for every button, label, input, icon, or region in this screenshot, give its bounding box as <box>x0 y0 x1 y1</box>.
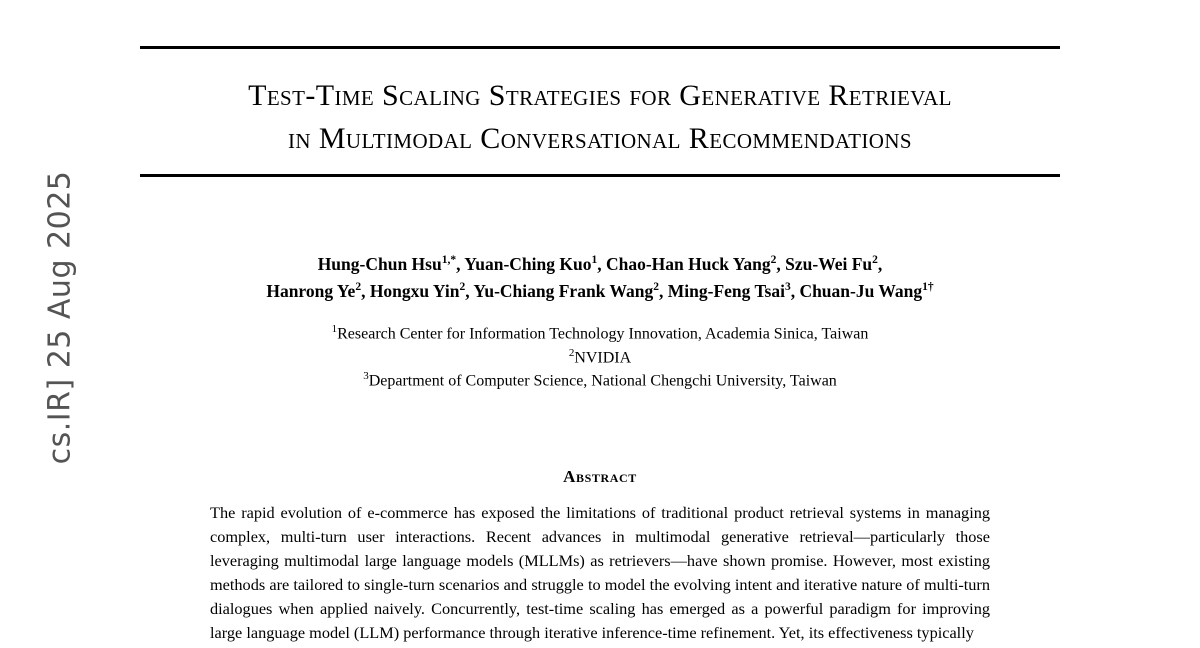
author-name: Chuan-Ju Wang <box>799 281 923 302</box>
paper-page <box>140 0 1060 648</box>
author-name: Yu-Chiang Frank Wang <box>473 281 654 302</box>
title-rule-top <box>140 46 1060 49</box>
author-name: Hanrong Ye <box>266 281 356 302</box>
author-name: Hung-Chun Hsu <box>317 254 442 275</box>
author-sup: 2 <box>459 281 466 294</box>
author-sup: 2 <box>770 254 777 267</box>
arxiv-stamp-text: cs.IR] 25 Aug 2025 <box>42 170 78 465</box>
title-rule-bottom <box>140 174 1060 177</box>
affiliation-item <box>140 369 1060 393</box>
abstract-text: The rapid evolution of e-commerce has exposed the limitations of traditional product retrieval systems in managing complex, multi-turn user interactions. Recent advances in multimodal generative retrieval—particularly those leveraging multimodal large language models (MLLMs) as retrievers—have shown promise. However, most existing methods are tailored to single-turn scenarios and struggle to model the evolving intent and iterative nature of multi-turn dialogues when applied naively. Concurrently, test-time scaling has emerged as a powerful paradigm for improving large language model (LLM) performance through iterative inference-time refinement. Yet, its effectiveness typically <box>210 502 990 642</box>
affiliation-marker: 1 <box>331 323 338 336</box>
author-name: Ming-Feng Tsai <box>667 281 785 302</box>
affiliation-text: NVIDIA <box>574 349 632 367</box>
author-name: Chao-Han Huck Yang <box>605 254 771 275</box>
author-name: Hongxu Yin <box>369 281 460 302</box>
abstract-heading: Abstract <box>563 466 637 486</box>
title-line-2: in Multimodal Conversational Recommendations <box>287 121 912 155</box>
author-sup: 3 <box>784 281 791 294</box>
affiliation-item <box>140 346 1060 370</box>
affiliation-item <box>140 322 1060 346</box>
affiliation-marker: 3 <box>363 370 369 383</box>
author-name: Szu-Wei Fu <box>785 254 873 275</box>
author-sup: 2 <box>872 254 878 267</box>
author-list <box>140 251 1060 305</box>
author-sup: 1 <box>591 254 598 267</box>
arxiv-stamp <box>0 0 90 648</box>
author-line-2: Hanrong Ye$^2$, Hongxu Yin$^2$, Yu-Chiang Frank Wang$^2$, Ming-Feng Tsai$^3$, Chuan-Ju Wang$^{1\dagger}$ <box>266 281 934 302</box>
affiliation-text: Research Center for Information Technology Innovation, Academia Sinica, Taiwan <box>337 325 869 343</box>
author-sup: 1,* <box>441 254 457 267</box>
author-sup: 2 <box>653 281 659 294</box>
author-line-1: Hung-Chun Hsu$^{1,*}$, Yuan-Ching Kuo$^1$, Chao-Han Huck Yang$^2$, Szu-Wei Fu$^2$, <box>317 254 883 275</box>
author-sup: 2 <box>355 281 362 294</box>
affiliation-text: Department of Computer Science, National Chengchi University, Taiwan <box>368 372 837 390</box>
author-name: Yuan-Ching Kuo <box>464 254 592 275</box>
affiliation-marker: 2 <box>568 346 575 359</box>
page-title <box>140 75 1060 160</box>
title-line-1: Test-Time Scaling Strategies for Generative Retrieval <box>248 79 952 112</box>
affiliation-list <box>140 322 1060 393</box>
author-sup: 1† <box>922 281 934 294</box>
